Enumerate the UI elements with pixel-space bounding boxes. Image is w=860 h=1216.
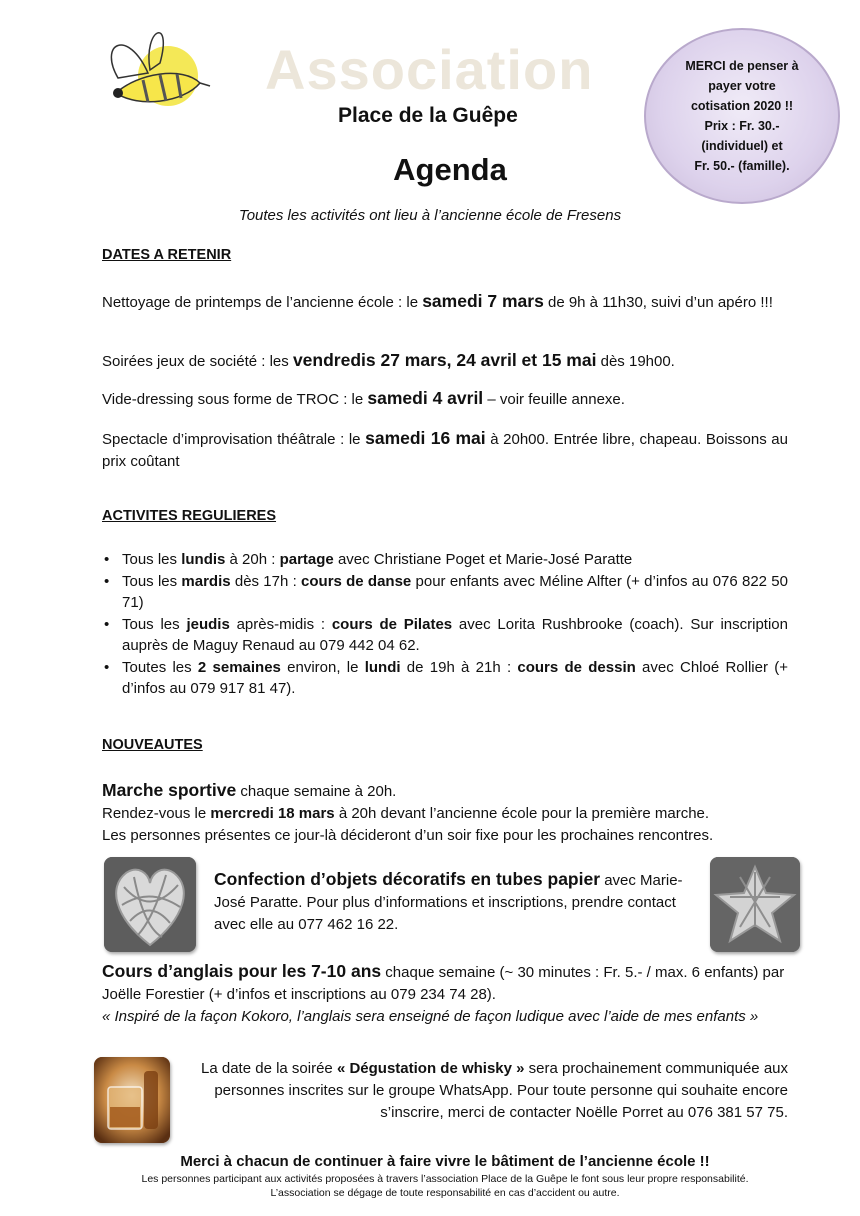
subtitle: Toutes les activités ont lieu à l’ancienne école de Fresens [238,207,622,224]
footer-disclaimer-2: L’association se dégage de toute responsabilité en cas d’accident ou autre. [270,1187,620,1199]
march-block: Marche sportive chaque semaine à 20h. Rendez-vous le mercredi 18 mars à 20h devant l’ancienne école pour la première marche. Les personnes présentes ce jour-là décideront d’un soir fixe pour les prochaines rencontres. [102,780,714,844]
wicker-star-image [710,857,800,952]
date-item: Vide-dressing sous forme de TROC : le samedi 4 avril – voir feuille annexe. [102,388,625,408]
section-heading-activities: ACTIVITES REGULIERES [102,508,277,524]
section-heading-news: NOUVEAUTES [102,737,203,753]
notice-line: MERCI de penser à [685,59,799,73]
list-item: • Tous les lundis à 20h : partage avec Christiane Poget et Marie-José Paratte [102,549,788,571]
wicker-heart-image [104,857,196,952]
page-title: Agenda [393,152,507,187]
whisky-image [94,1057,170,1143]
date-item: Spectacle d’improvisation théâtrale : le samedi 16 mai à 20h00. Entrée libre, chapeau. Boissons au prix coûtant [102,428,788,470]
english-block: Cours d’anglais pour les 7-10 ans chaque semaine (~ 30 minutes : Fr. 5.- / max. 6 enfants) par Joëlle Forestier (+ d’infos et inscriptions au 079 234 74 28). « Inspiré de la façon Kokoro, l’anglais sera enseigné de façon ludique avec l’aide de mes enfants » [102,960,788,1028]
notice-line: cotisation 2020 !! [690,99,794,113]
bee-logo [88,18,218,106]
date-item: Nettoyage de printemps de l’ancienne école : le samedi 7 mars de 9h à 11h30, suivi d’un apéro !!! [102,291,773,311]
english-quote: « Inspiré de la façon Kokoro, l’anglais sera enseigné de façon ludique avec l’aide de mes enfants » [102,1008,759,1025]
notice-line: Prix : Fr. 30.- [704,119,780,133]
association-watermark: Association [265,38,594,101]
section-heading-dates: DATES A RETENIR [102,247,232,263]
footer-thanks: Merci à chacun de continuer à faire vivre le bâtiment de l’ancienne école !! [180,1153,710,1170]
notice-line: Fr. 50.- (famille). [694,159,790,173]
association-name: Place de la Guêpe [338,104,518,127]
deco-block: Confection d’objets décoratifs en tubes papier avec Marie-José Paratte. Pour plus d’informations et inscriptions, prendre contact avec elle au 077 462 16 22. [214,869,683,933]
activities-list [102,549,788,700]
whisky-block: La date de la soirée « Dégustation de whisky » sera prochainement communiquée aux personnes inscrites sur le groupe WhatsApp. Pour toute personne qui souhaite encore s’inscrire, merci de contacter Noëlle Porret au 076 381 57 75. [201,1060,788,1121]
notice-line: (individuel) et [701,139,783,153]
list-item: • Tous les mardis dès 17h : cours de danse pour enfants avec Méline Alfter (+ d’infos au 076 822 50 71) [102,571,788,614]
membership-notice [644,28,840,204]
footer-disclaimer-1: Les personnes participant aux activités proposées à travers l’association Place de la Guêpe le font sous leur propre responsabilité. [141,1173,749,1185]
list-item: • Toutes les 2 semaines environ, le lundi de 19h à 21h : cours de dessin avec Chloé Rollier (+ d’infos au 079 917 81 47). [102,657,788,700]
notice-line: payer votre [708,79,776,93]
list-item: • Tous les jeudis après-midis : cours de Pilates avec Lorita Rushbrooke (coach). Sur inscription auprès de Maguy Renaud au 079 442 04 62. [102,614,788,657]
date-item: Soirées jeux de société : les vendredis 27 mars, 24 avril et 15 mai dès 19h00. [102,350,675,370]
